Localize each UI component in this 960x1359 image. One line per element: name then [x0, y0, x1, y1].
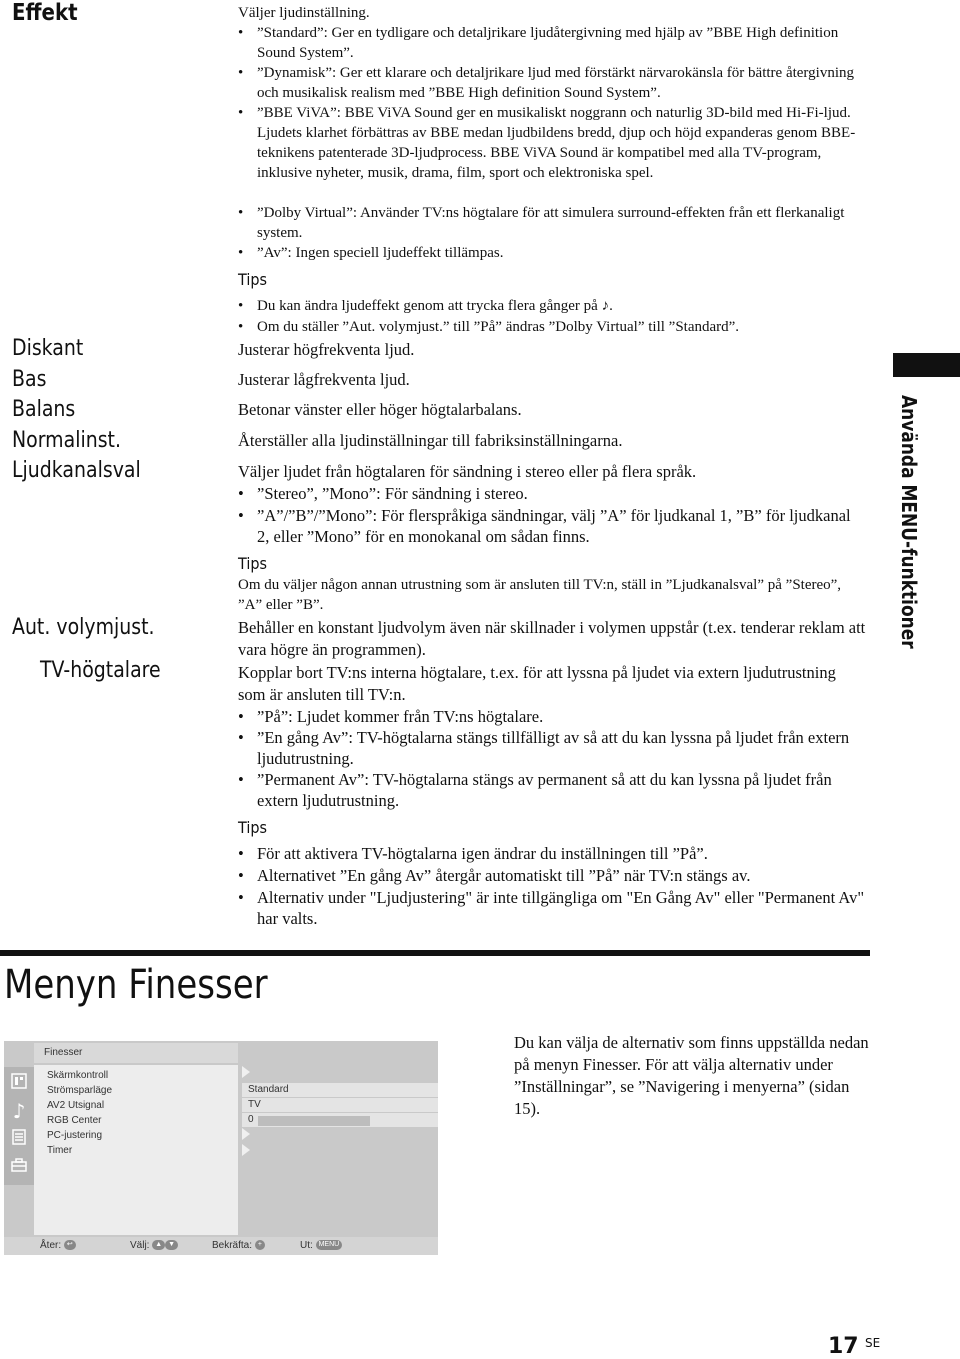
footer-exit: Ut: MENU: [300, 1240, 342, 1251]
term-tv-hogtalare: TV-högtalare: [40, 658, 161, 683]
menu-value-screenmode: Standard: [242, 1083, 438, 1097]
tv-hogtalare-tip: • För att aktivera TV-högtalarna igen ändrar du inställningen till ”På”.: [238, 844, 708, 863]
menu-title: Finesser: [44, 1047, 83, 1058]
menu-item[interactable]: Timer: [47, 1145, 73, 1156]
effekt-bullet: • ”Av”: Ingen speciell ljudeffekt tillämpas.: [238, 245, 504, 261]
picture-icon: [8, 1072, 30, 1094]
menu-item[interactable]: RGB Center: [47, 1115, 102, 1126]
ljudkanalsval-intro: Väljer ljudet från högtalaren för sändning i stereo eller på flera språk.: [238, 462, 697, 481]
side-tab-label: Använda MENU-funktioner: [897, 395, 921, 649]
tv-hogtalare-intro: Kopplar bort TV:ns interna högtalare, t.ex. för att lyssna på ljudet via extern ljudutrustning som är ansluten till TV:n.: [238, 663, 836, 704]
balans-text: Betonar vänster eller höger högtalarbalans.: [238, 400, 522, 419]
settings-icon: [8, 1128, 30, 1150]
menu-value-av2: TV: [242, 1098, 438, 1112]
menu-footer: [4, 1237, 438, 1255]
menu-key-icon: MENU: [316, 1240, 343, 1250]
finesser-menu-screenshot: [4, 1041, 438, 1255]
term-effekt: Effekt: [12, 0, 78, 26]
menu-arrow-icon: [242, 1128, 250, 1140]
effekt-tip: • Du kan ändra ljudeffekt genom att trycka flera gånger på ♪.: [238, 298, 613, 314]
toolbox-icon: [8, 1156, 30, 1178]
term-normalinst: Normalinst.: [12, 428, 122, 453]
finesser-description: Du kan välja de alternativ som finns uppställda nedan på menyn Finesser. För att välja alternativ under ”Inställningar”, se ”Navigering i menyerna” (sidan 15).: [514, 1033, 869, 1118]
menu-item[interactable]: PC-justering: [47, 1130, 103, 1141]
effekt-tips-label: Tips: [238, 270, 267, 289]
term-diskant: Diskant: [12, 336, 84, 361]
page-number: 17: [828, 1334, 859, 1359]
effekt-bullet: • ”BBE ViVA”: BBE ViVA Sound ger en musikaliskt noggrann och naturlig 3D-bild med Hi-Fi-ljud. Ljudets klarhet förbättras av BBE medan ljudbildens bredd, djup och höjd expanderas genom BBE-teknikens patenterade 3D-ljudprocess. BBE ViVA Sound är kompatibel med alla TV-program, inklusive nyheter, musik, drama, film, sport och elektroniska spel.: [238, 105, 856, 181]
effekt-tip: • Om du ställer ”Aut. volymjust.” till ”På” ändras ”Dolby Virtual” till ”Standard”.: [238, 319, 740, 335]
ljudkanalsval-bullet: • ”A”/”B”/”Mono”: För flerspråkiga sändningar, välj ”A” för ljudkanal 1, ”B” för ljudkanal 2, eller ”Mono” för en monokanal om sådan finns.: [238, 506, 851, 546]
menu-value-rgb: 0: [242, 1113, 438, 1127]
normalinst-text: Återställer alla ljudinställningar till fabriksinställningarna.: [238, 431, 623, 450]
tv-hogtalare-bullet: • ”En gång Av”: TV-högtalarna stängs tillfälligt av så att du kan lyssna på ljudet från extern ljudutrustning.: [238, 728, 850, 768]
tv-hogtalare-bullet: • ”Permanent Av”: TV-högtalarna stängs av permanent så att du kan lyssna på ljudet från extern ljudutrustning.: [238, 770, 832, 810]
effekt-bullet: • ”Dolby Virtual”: Använder TV:ns högtalare för att simulera surround-effekten från ett flerkanaligt system.: [238, 205, 845, 241]
effekt-intro: Väljer ljudinställning.: [238, 5, 370, 21]
diskant-text: Justerar högfrekventa ljud.: [238, 340, 415, 359]
menu-icon-column: [4, 1067, 34, 1185]
tv-hogtalare-bullet: • ”På”: Ljudet kommer från TV:ns högtalare.: [238, 707, 544, 726]
ljudkanalsval-bullet: • ”Stereo”, ”Mono”: För sändning i stereo.: [238, 484, 528, 503]
note-icon: ♪: [12, 1099, 26, 1123]
effekt-bullet: • ”Dynamisk”: Ger ett klarare och detaljrikare ljud med förstärkt närvarokänsla för bättre återgivning och musikalisk realism med ”BBE High definition Sound System”.: [238, 65, 854, 101]
menu-item[interactable]: Strömsparläge: [47, 1085, 113, 1096]
menu-item[interactable]: AV2 Utsignal: [47, 1100, 105, 1111]
down-key-icon: ▼: [165, 1240, 178, 1250]
menu-arrow-icon: [242, 1144, 250, 1156]
menu-item[interactable]: Skärmkontroll: [47, 1070, 109, 1081]
section-rule: [0, 950, 870, 956]
term-bas: Bas: [12, 367, 47, 392]
term-aut-volymjust: Aut. volymjust.: [12, 615, 155, 640]
section-heading: Menyn Finesser: [4, 962, 268, 1008]
footer-confirm: Bekräfta: +: [212, 1240, 265, 1251]
footer-back: Åter: ↩: [40, 1240, 76, 1251]
effekt-bullet: • ”Standard”: Ger en tydligare och detaljrikare ljudåtergivning med hjälp av ”BBE High definition Sound System”.: [238, 25, 839, 61]
tv-hogtalare-tip: • Alternativ under "Ljudjustering" är inte tillgängliga om "En Gång Av" eller "Permanent Av" har valts.: [238, 888, 865, 928]
side-tab-marker: [893, 353, 960, 377]
ljudkanalsval-tips-label: Tips: [238, 554, 267, 573]
term-ljudkanalsval: Ljudkanalsval: [12, 458, 141, 483]
page-language: SE: [865, 1336, 881, 1350]
aut-volymjust-text: Behåller en konstant ljudvolym även när skillnader i volymen uppstår (t.ex. tenderar reklam att vara högre än programmen).: [238, 618, 866, 659]
menu-arrow-icon: [242, 1066, 250, 1078]
tv-hogtalare-tip: • Alternativet ”En gång Av” återgår automatiskt till ”På” när TV:n stängs av.: [238, 866, 751, 885]
side-tab: [893, 395, 923, 655]
back-key-icon: ↩: [64, 1240, 76, 1250]
bas-text: Justerar lågfrekventa ljud.: [238, 370, 410, 389]
tv-hogtalare-tips-label: Tips: [238, 818, 267, 837]
footer-select: Välj: ▲ ▼: [130, 1240, 178, 1251]
term-balans: Balans: [12, 397, 76, 422]
ljudkanalsval-tip: Om du väljer någon annan utrustning som är ansluten till TV:n, ställ in ”Ljudkanalsval” på ”Stereo”, ”A” eller ”B”.: [238, 577, 842, 613]
up-key-icon: ▲: [152, 1240, 165, 1250]
confirm-key-icon: +: [255, 1240, 265, 1250]
rgb-center-slider[interactable]: [258, 1116, 370, 1126]
